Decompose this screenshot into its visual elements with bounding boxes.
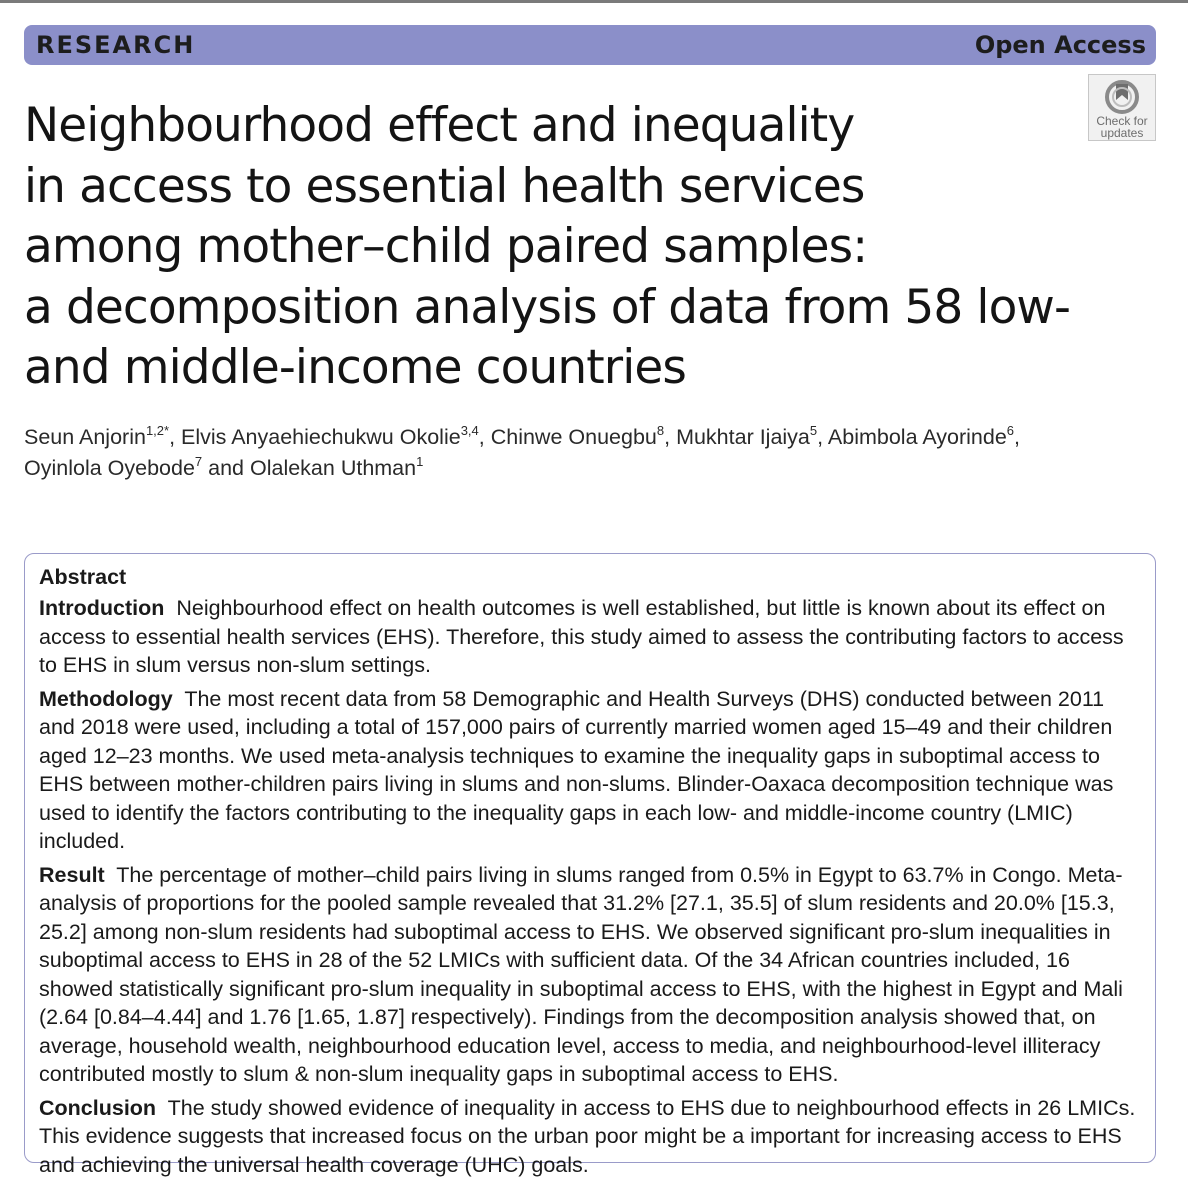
section-text: The percentage of mother–child pairs living in slums ranged from 0.5% in Egypt to 63.7% in Congo. Meta-analysis of proportions for the pooled sample revealed that 31.2% [27.1, 35.5] of slum residents and 20.0% [15.3, 25.2] among non-slum residents had suboptimal access to EHS. We observed significant pro-slum inequalities in suboptimal access to EHS in 28 of the 52 LMICs with sufficient data. Of the 34 African countries included, 16 showed statistically significant pro-slum inequality in suboptimal access to EHS, with the highest in Egypt and Mali (2.64 [0.84–4.44] and 1.76 [1.65, 1.87] respectively). Findings from the decomposition analysis showed that, on average, household wealth, neighbourhood education level, access to media, and neighbourhood-level illiteracy contributed mostly to slum & non-slum inequality gaps in suboptimal access to EHS. <box>39 862 1123 1086</box>
section-label: Introduction <box>39 596 165 620</box>
author-affiliation: 6 <box>1006 423 1015 438</box>
author-name[interactable]: Chinwe Onuegbu <box>490 425 657 449</box>
section-label: Result <box>39 862 105 887</box>
open-access-label: Open Access <box>974 31 1146 59</box>
top-rule <box>0 0 1188 3</box>
author-separator: and <box>202 456 250 480</box>
abstract-conclusion <box>39 1094 1141 1180</box>
abstract-box <box>24 553 1156 1177</box>
badge-line-2: updates <box>1100 126 1144 140</box>
article-type-label: RESEARCH <box>36 31 196 59</box>
author-affiliation: 1,2* <box>145 423 170 438</box>
author-name[interactable]: Abimbola Ayorinde <box>827 425 1007 449</box>
author-name[interactable]: Seun Anjorin <box>24 425 146 449</box>
author-separator: , <box>169 425 182 449</box>
section-label: Conclusion <box>39 1095 157 1120</box>
author-separator: , <box>664 425 677 449</box>
author-separator: , <box>817 425 828 449</box>
author-name[interactable]: Mukhtar Ijaiya <box>676 425 810 449</box>
title-line: a decomposition analysis of data from 58 low- <box>24 279 1071 335</box>
author-separator: , <box>478 425 491 449</box>
article-type-banner <box>24 25 1156 65</box>
abstract-heading: Abstract <box>39 565 127 589</box>
author-list <box>24 422 1154 484</box>
abstract-introduction <box>39 594 1141 680</box>
author-name[interactable]: Elvis Anyaehiechukwu Okolie <box>181 425 461 449</box>
badge-line-1: Check for <box>1096 114 1148 128</box>
article-title <box>24 96 1124 399</box>
abstract-methodology <box>39 685 1141 856</box>
title-line: among mother–child paired samples: <box>24 219 868 274</box>
author-affiliation: 7 <box>194 454 203 469</box>
title-line: and middle-income countries <box>24 340 686 395</box>
author-name[interactable]: Olalekan Uthman <box>249 456 417 480</box>
author-affiliation: 5 <box>809 423 818 438</box>
section-text: Neighbourhood effect on health outcomes is well established, but little is known about its effect on access to essential health services (EHS). Therefore, this study aimed to assess the contributing factors to access to EHS in slum versus non-slum settings. <box>39 596 1124 677</box>
abstract-result <box>39 861 1141 1089</box>
author-separator: , <box>1014 425 1021 449</box>
author-name[interactable]: Oyinlola Oyebode <box>24 456 195 480</box>
section-label: Methodology <box>39 686 173 711</box>
author-affiliation: 8 <box>656 423 665 438</box>
title-line: in access to essential health services <box>24 158 865 214</box>
title-line: Neighbourhood effect and inequality <box>24 98 855 153</box>
section-text: The study showed evidence of inequality in access to EHS due to neighbourhood effects in 26 LMICs. This evidence suggests that increased focus on the urban poor might be a important for increasing access to EHS and achieving the universal health coverage (UHC) goals. <box>39 1095 1136 1177</box>
section-text: The most recent data from 58 Demographic and Health Surveys (DHS) conducted between 2011 and 2018 were used, including a total of 157,000 pairs of currently married women aged 15–49 and their children aged 12–23 months. We used meta-analysis techniques to examine the inequality gaps in suboptimal access to EHS between mother-children pairs living in slums and non-slums. Blinder-Oaxaca decomposition technique was used to identify the factors contributing to the inequality gaps in each low- and middle-income country (LMIC) included. <box>39 686 1114 853</box>
author-affiliation: 1 <box>416 454 424 469</box>
author-affiliation: 3,4 <box>460 423 479 438</box>
